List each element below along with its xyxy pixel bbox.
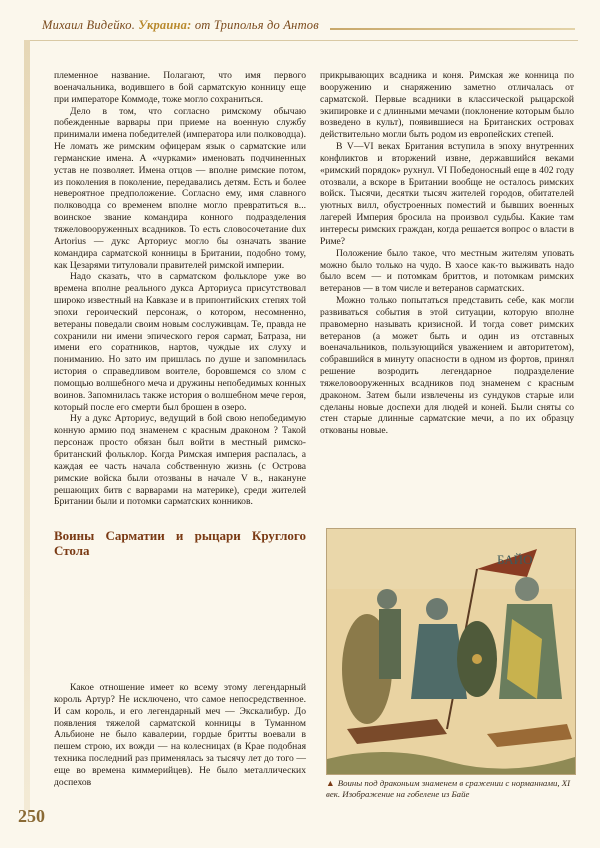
figure-caption <box>326 778 576 800</box>
header-divider <box>30 40 578 41</box>
running-title <box>42 18 319 33</box>
tapestry-inscription: БАЙО <box>497 552 533 567</box>
paragraph: Ну а дукс Арториус, ведущий в бой свою непобедимую конную армию под знаменем с красным драконом ? Такой персонаж просто обязан был войти в местный римско-британский фольклор. Когда Римская империя распалась, а каждая ее часть начала собственную жизнь (с Острова римские войска были отозваны в начале V в., накануне решающих битв с варварами на материке), среди жителей Британии были и потомки сарматских конников. <box>54 413 306 508</box>
lower-left-column <box>54 682 306 789</box>
header-rule <box>330 28 575 30</box>
paragraph: Можно только попытаться представить себе, как могли развиваться события в этой ситуации, которую вполне правомерно называть кризисной. И тогда совет римских ветеранов (а может быть и один из отставных военачальников, пользующийся уважением и авторитетом), собравшийся в минуту опасности в одном из фортов, принял решение возродить легендарное подразделение тяжеловооруженных всадников под знаменем с красным драконом. Затем были извлечены из сундуков старые или сделаны новые доспехи для людей и коней. Были сняты со стен старые длинные сарматские мечи, а по их образцу откованы новые. <box>320 295 574 437</box>
page-number: 250 <box>18 806 45 826</box>
left-column <box>54 70 306 570</box>
left-margin-ornament <box>24 40 30 810</box>
paragraph: Какое отношение имеет ко всему этому легендарный король Артур? Не исключено, что самое непосредственное. И сам король, и его легендарный меч — Экскалибур. До появления тяжелой сарматской конницы в Туманном Альбионе не было кавалерии, гордые бритты воевали в пешем строю, их вожди — на колесницах (в Крае подобная техника последний раз применялась за тысячу лет до того — еще во времена киммерийцев). Не было металлических доспехов <box>54 682 306 788</box>
paragraph: Надо сказать, что в сарматском фольклоре уже во времена вполне реального дукса Арториуса присутствовал широко известный на Кавказе и в припонтийских степях той эпохи героический персонаж, о котором, несомненно, ветераны поведали своим новым сослуживцам. Те, правда не сохранили ни имени эпического героя сармат, Батраза, ни имени его соратников, нартов, чуждые их слуху и пониманию. Но зато им пришлась по душе и запомнилась история о справедливом воителе, боровшемся со злом с помощью волшебного меча и дружины непобедимых конных воинов. Запомнилась также история о волшебном мече героя, который после его смерти был брошен в озеро. <box>54 271 306 413</box>
caption-text: Воины под драконьим знаменем в сражении с норманнами, XI век. Изображение на гобелене из Байе <box>326 778 571 799</box>
header-title: Украина: <box>138 18 192 32</box>
paragraph: племенное название. Полагают, что имя первого военачальника, водившего в бой сарматскую конницу еще при императоре Коммоде, тоже могло сохраниться. <box>54 70 306 105</box>
bayeux-tapestry-image <box>326 528 576 775</box>
section-heading: Воины Сарматии и рыцари Круглого Стола <box>54 528 306 559</box>
tapestry-illustration <box>327 529 575 774</box>
header-subtitle: от Триполья до Антов <box>194 18 319 32</box>
paragraph: Дело в том, что согласно римскому обычаю побежденные варвары при приеме на военную службу принимали имена победителей (императора или полководца). Не ломать же римским офицерам язык о сарматские или германские имена. А «чурками» именовать подчиненных устав не позволяет. Имена отцов — вполне римские потом, из поколения в поколение, передавались детям. Есть и более невероятное предположение. Согласно ему, имя славного полководца со временем вполне могло превратиться в... воинское звание командира конного подразделения тяжеловооруженных всадников. То есть словосочетание dux Artorius — дукс Арториус могло бы означать звание командира сарматской конницы в Британии, подобно тому, как Цезарями титуловали правителей римской империи. <box>54 105 306 271</box>
caption-arrow-icon: ▲ <box>326 778 335 788</box>
paragraph: Положение было такое, что местным жителям уповать можно было только на чудо. В хаосе как-то выживать надо было всем — и потомкам бриттов, и потомкам римских ветеранов — в том числе и ветеранов сарматских. <box>320 247 574 295</box>
header-author: Михаил Видейко. <box>42 18 136 32</box>
paragraph: В V—VI веках Британия вступила в эпоху внутренних конфликтов и вторжений извне, державшийся веками «римский порядок» рухнул. VI Победоносный еще в 402 году отозвали, а вскоре в Британии вообще не осталось римских войск. Тысячи, десятки тысяч жителей городов, обитателей уютных вилл, обустроенных поместий и бывших военных лагерей Империя бросила на произвол судьбы. Какие там интересы римских граждан, когда решается вопрос о власти в Риме? <box>320 141 574 247</box>
paragraph: прикрывающих всадника и коня. Римская же конница по вооружению и снаряжению заметно отличалась от сарматской. Первые всадники в классической рыцарской экипировке и с длинными мечами (поклонение которым было возведено в культ), появившиеся на Британских островах действительно могли быть родом из европейских степей. <box>320 70 574 141</box>
page-header <box>0 0 600 40</box>
right-column <box>320 70 574 437</box>
